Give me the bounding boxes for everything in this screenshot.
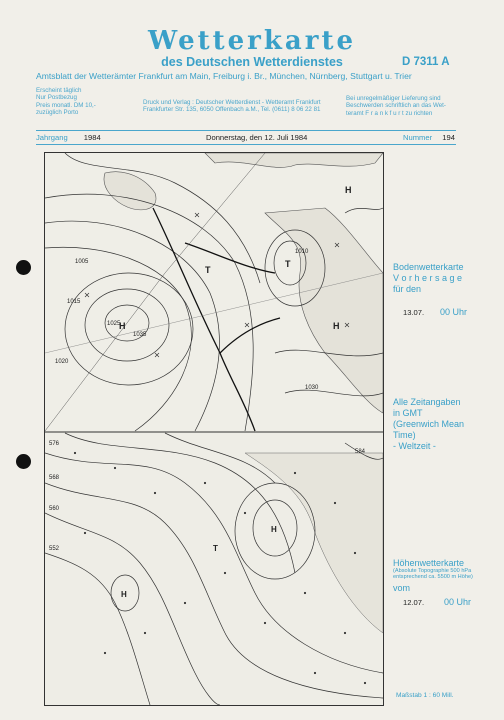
upper-air-title: Höhenwetterkarte xyxy=(393,558,465,568)
pressure-high-label: H xyxy=(333,321,340,331)
nummer-label: Nummer xyxy=(403,133,433,142)
jahrgang xyxy=(36,133,101,142)
upper-note-line: (Absolute Topographie 500 hPa xyxy=(393,568,472,574)
map-scale: Maßstab 1 : 60 Mill. xyxy=(396,692,454,699)
isobar-label: 1025 xyxy=(107,321,121,327)
upper-air-date: 12.07. xyxy=(403,598,425,607)
complaint-line: teramt F r a n k f u r t zu richten xyxy=(346,109,433,117)
page-title: Wetterkarte xyxy=(148,26,356,56)
subscription-line: Nur Postbezug xyxy=(36,94,77,102)
isobar-label: 1035 xyxy=(133,332,147,338)
subscription-line: zuzüglich Porto xyxy=(36,109,79,117)
contour-label: 568 xyxy=(49,475,60,481)
jahrgang-label: Jahrgang xyxy=(36,133,68,142)
subscription-line: Preis monatl. DM 10,- xyxy=(36,101,96,109)
complaint-line: Beschwerden schriftlich an das Wet- xyxy=(346,102,446,110)
contour-label: 576 xyxy=(49,441,60,447)
isobar-label: 1015 xyxy=(67,299,81,305)
subscription-line: Erscheint täglich xyxy=(36,87,82,94)
punch-hole xyxy=(16,454,31,469)
time-note-line: in GMT xyxy=(393,408,423,418)
header-rule-bottom xyxy=(36,144,456,145)
surface-map xyxy=(45,153,383,431)
publisher-info xyxy=(143,99,321,114)
weather-maps xyxy=(44,152,384,706)
time-reference-note xyxy=(393,397,464,452)
pressure-high-label: H xyxy=(119,321,126,331)
surface-forecast-time: 00 Uhr xyxy=(440,307,468,317)
surface-caption-line: Bodenwetterkarte xyxy=(393,262,464,272)
page-subtitle: des Deutschen Wetterdienstes xyxy=(161,55,343,69)
maps-svg xyxy=(45,153,383,705)
isobar-label: 1030 xyxy=(305,385,319,391)
pressure-high-label: H xyxy=(345,185,352,195)
subscription-info xyxy=(36,87,96,117)
ministry-line: Amtsblatt der Wetterämter Frankfurt am Main, Freiburg i. Br., München, Nürnberg, Stuttgart u. Trier xyxy=(36,71,412,81)
jahrgang-value: 1984 xyxy=(83,133,101,142)
complaint-info xyxy=(346,95,446,117)
upper-air-note xyxy=(393,568,473,581)
isobar-label: 1005 xyxy=(75,259,89,265)
punch-hole xyxy=(16,260,31,275)
surface-caption-line: V o r h e r s a g e xyxy=(393,273,463,283)
nummer-value: 194 xyxy=(442,133,455,142)
publication-code: D 7311 A xyxy=(402,56,450,68)
header-rule-top xyxy=(36,130,456,131)
issue-date-text: Donnerstag, den 12. Juli 1984 xyxy=(206,133,308,142)
pressure-low-label: T xyxy=(285,259,291,269)
contour-label: 552 xyxy=(49,546,60,552)
pressure-high-label: H xyxy=(121,590,127,599)
publisher-line: Frankfurter Str. 135, 6050 Offenbach a.M., Tel. (0611) 8 06 22 81 xyxy=(143,106,321,114)
issue-date xyxy=(206,133,307,142)
pressure-high-label: H xyxy=(271,525,277,534)
pressure-low-label: T xyxy=(213,544,218,553)
time-note-line: Time) xyxy=(393,430,416,440)
time-note-line: - Weltzeit - xyxy=(393,441,436,451)
issue-number xyxy=(403,133,455,142)
publisher-line: Druck und Verlag : Deutscher Wetterdienst - Wetteramt Frankfurt xyxy=(143,99,321,106)
pressure-low-label: T xyxy=(205,265,211,275)
upper-air-vom: vom xyxy=(393,583,411,593)
surface-forecast-caption xyxy=(393,262,464,295)
time-note-line: Alle Zeitangaben xyxy=(393,397,461,407)
upper-note-line: entsprechend ca. 5500 m Höhe) xyxy=(393,574,473,581)
contour-label: 560 xyxy=(49,506,60,512)
upper-air-map xyxy=(45,433,383,705)
upper-air-time: 00 Uhr xyxy=(444,597,472,607)
isobar-label: 1010 xyxy=(295,249,309,255)
surface-caption-line: für den xyxy=(393,284,422,294)
complaint-line: Bei unregelmäßiger Lieferung sind xyxy=(346,95,441,102)
contour-label: 584 xyxy=(355,449,366,455)
surface-forecast-date: 13.07. xyxy=(403,308,425,317)
time-note-line: (Greenwich Mean xyxy=(393,419,465,429)
isobar-label: 1020 xyxy=(55,359,69,365)
